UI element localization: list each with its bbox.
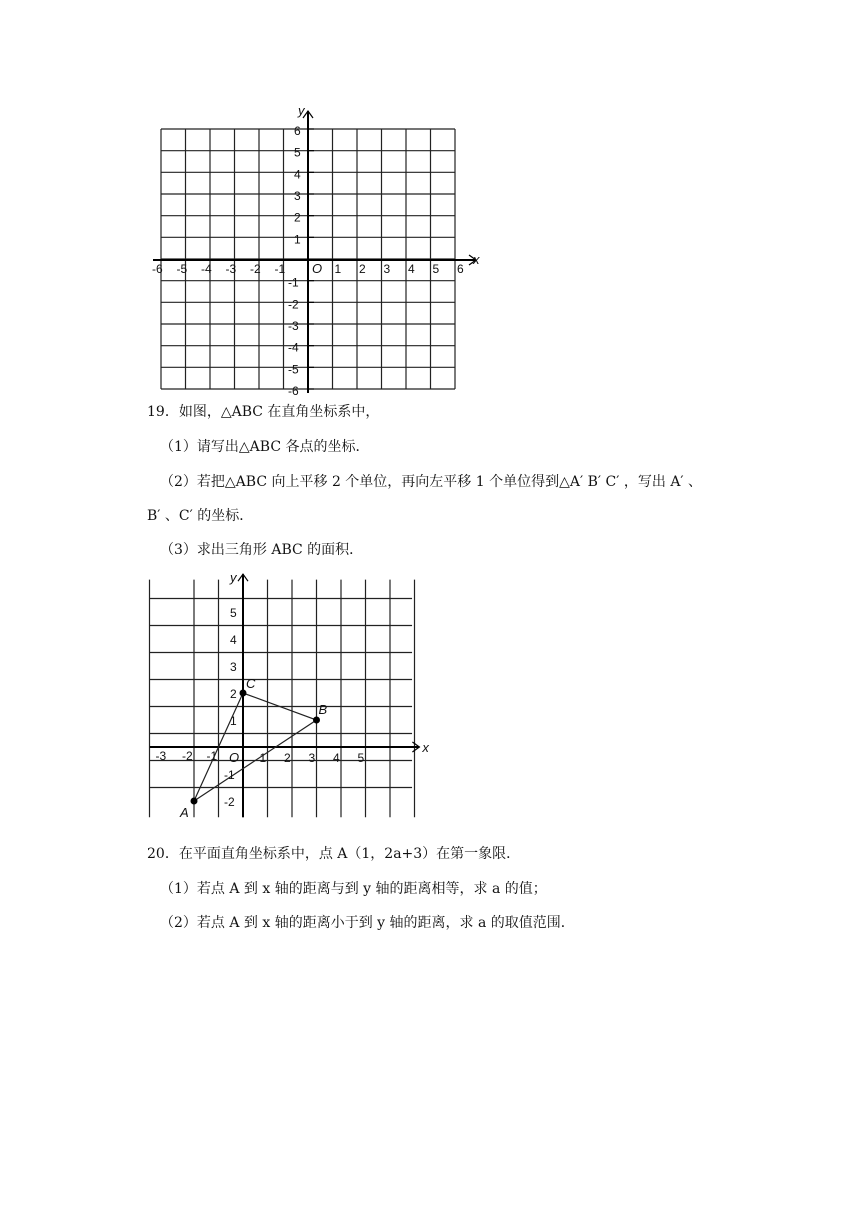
grid2-y-tick-label: 4 xyxy=(230,633,237,647)
grid1-y-tick-label: 3 xyxy=(294,189,301,203)
grid1-x-tick-label: -4 xyxy=(201,262,212,276)
grid2-x-tick-label: 2 xyxy=(284,751,291,765)
grid1-x-label: x xyxy=(473,252,480,267)
grid2-x-tick-label: -3 xyxy=(155,749,167,763)
q19-part3: （3）求出三角形 ABC 的面积． xyxy=(160,542,364,558)
triangle-abc-figure xyxy=(0,560,860,830)
grid1-x-tick-label: 3 xyxy=(383,262,391,276)
point-c-label: C xyxy=(246,676,256,691)
grid2-x-tick-label: -1 xyxy=(206,749,218,763)
grid2-x-tick-label: 3 xyxy=(308,751,316,765)
point-a-label: A xyxy=(180,805,189,820)
grid1-y-tick-label: 4 xyxy=(294,167,301,182)
grid1-axes xyxy=(153,111,476,393)
grid2-x-label: x xyxy=(422,740,429,755)
grid1-y-tick-label: -1 xyxy=(288,275,299,290)
grid1-x-tick-label: 2 xyxy=(359,262,366,276)
point-b-label: B xyxy=(318,702,328,717)
grid1-x-tick-label: 1 xyxy=(334,262,342,276)
grid1-y-tick-label: 1 xyxy=(294,232,301,247)
grid2-x-tick-label: -2 xyxy=(182,749,193,763)
q20-number: 20． xyxy=(147,846,179,862)
grid2-y-tick-label: -2 xyxy=(224,795,235,809)
grid2-origin: O xyxy=(229,750,240,765)
grid1-x-tick-label: 4 xyxy=(408,262,415,276)
q19-number: 19． xyxy=(147,404,179,420)
point-a xyxy=(191,798,198,805)
q19-part2-line2: B′ 、C′ 的坐标． xyxy=(147,508,254,524)
grid1-y-tick-label: -3 xyxy=(288,319,299,333)
point-b xyxy=(313,717,320,724)
grid1-x-tick-label: -5 xyxy=(176,262,188,276)
grid1-y-tick-label: 2 xyxy=(294,210,301,225)
grid2-lines xyxy=(150,580,415,818)
grid1-x-tick-label: -1 xyxy=(274,262,286,276)
q19-part2-line1: （2）若把△ABC 向上平移 2 个单位，再向左平移 1 个单位得到△A′ B′ C′ ，写出 A′ 、 xyxy=(160,474,703,490)
q20-part1: （1）若点 A 到 x 轴的距离与到 y 轴的距离相等，求 a 的值； xyxy=(160,881,547,897)
grid1-y-tick-label: -5 xyxy=(288,362,299,377)
grid2-y-tick-label: 5 xyxy=(230,606,237,620)
grid2-y-tick-label: 3 xyxy=(230,660,237,674)
coordinate-grid-1 xyxy=(0,0,860,400)
grid2-y-tick-label: -1 xyxy=(224,768,235,782)
q20-intro: 在平面直角坐标系中，点 A（1，2a+3）在第一象限． xyxy=(178,846,521,862)
q20-part2: （2）若点 A 到 x 轴的距离小于到 y 轴的距离，求 a 的取值范围． xyxy=(160,915,575,931)
grid2-x-tick-label: 1 xyxy=(259,751,267,765)
grid2-y-tick-label: 2 xyxy=(230,687,237,701)
grid1-x-tick-label: -6 xyxy=(152,262,163,276)
grid2-y-label: y xyxy=(230,570,237,586)
q19-intro-line xyxy=(147,402,379,422)
grid1-x-tick-label: 6 xyxy=(457,262,464,276)
q19-intro: 如图，△ABC 在直角坐标系中， xyxy=(178,404,380,420)
grid1-y-tick-label: -2 xyxy=(288,297,299,312)
q19-part1: （1）请写出△ABC 各点的坐标． xyxy=(160,439,370,455)
grid2-x-tick-label: 4 xyxy=(333,751,340,765)
grid2-x-tick-label: 5 xyxy=(357,751,365,765)
q20-intro-line xyxy=(147,844,520,864)
grid1-x-tick-label: 5 xyxy=(432,262,440,276)
grid1-x-tick-label: -2 xyxy=(250,262,261,276)
grid2-y-tick-label: 1 xyxy=(230,714,237,728)
grid1-y-label: y xyxy=(298,103,305,118)
grid1-y-tick-label: -6 xyxy=(288,384,299,398)
grid1-origin: O xyxy=(312,261,323,276)
grid1-y-tick-label: -4 xyxy=(288,340,299,355)
grid1-y-tick-label: 6 xyxy=(294,124,301,138)
grid2-axes xyxy=(150,574,420,817)
grid1-y-tick-label: 5 xyxy=(294,145,301,160)
grid1-x-tick-label: -3 xyxy=(225,262,237,276)
